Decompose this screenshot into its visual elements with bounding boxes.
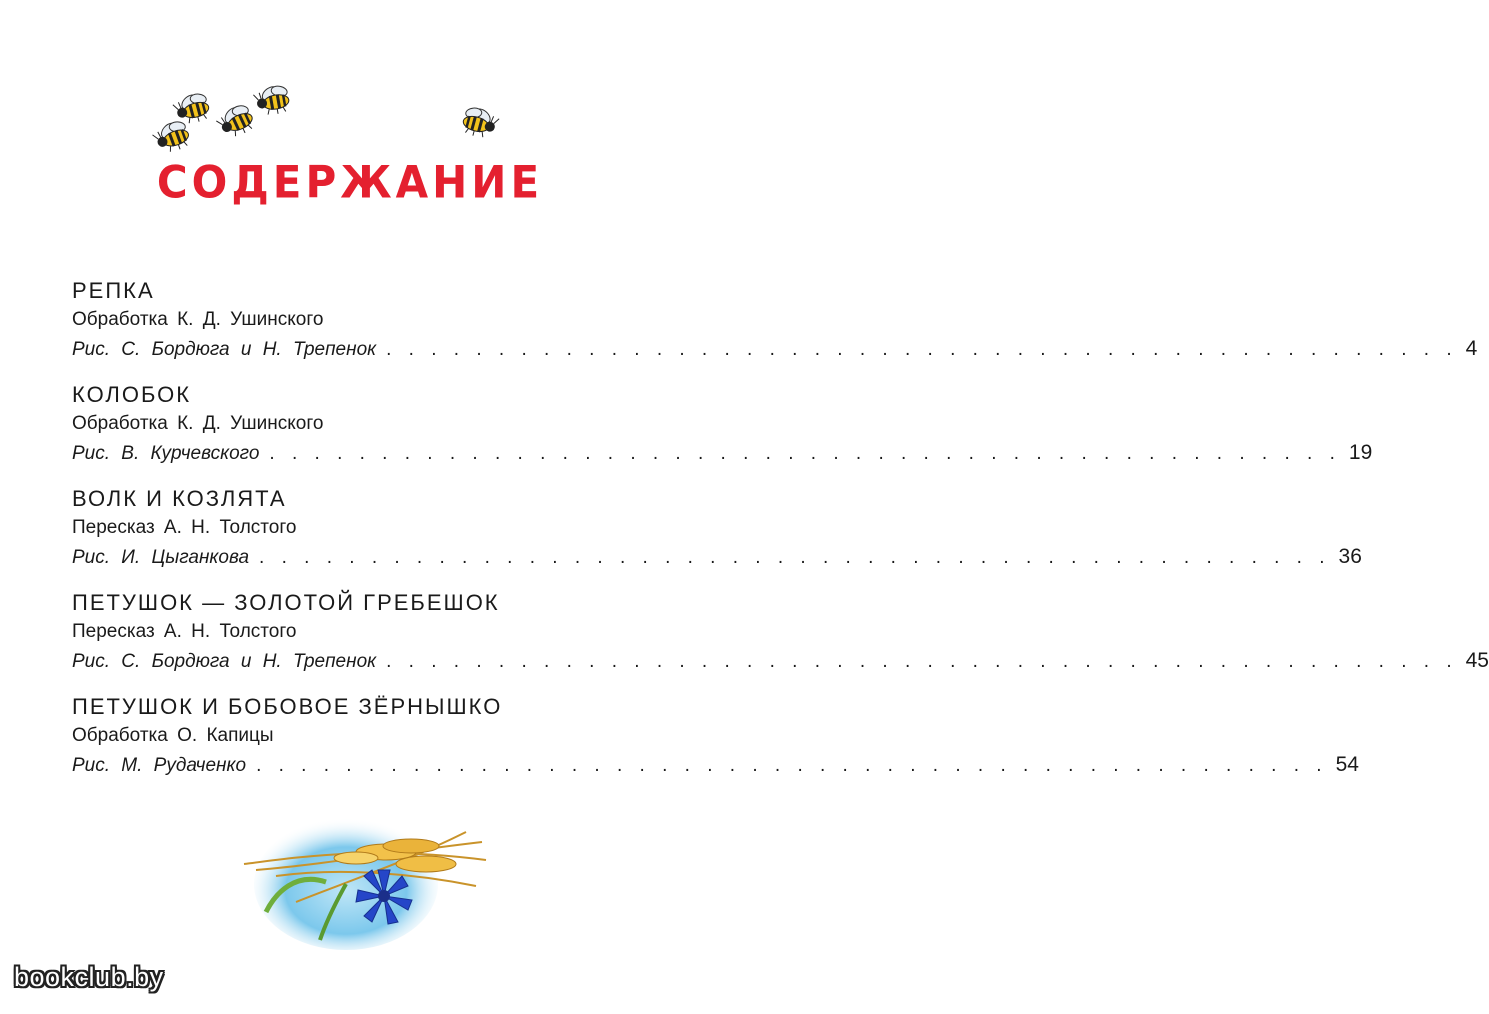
page-number: 54: [1335, 753, 1359, 776]
page-number: 36: [1338, 545, 1362, 568]
story-title: КОЛОБОК: [72, 382, 192, 407]
toc-entry: [72, 484, 1362, 572]
toc-entry: [72, 588, 1489, 676]
page-number: 19: [1348, 441, 1373, 464]
story-illustrators-line: [72, 542, 1362, 572]
story-adaptation: Обработка О. Капицы: [72, 725, 274, 746]
story-illustrators: Рис. М. Рудаченко: [72, 755, 247, 776]
watermark: bookclub.by: [14, 962, 164, 992]
page-title: СОДЕРЖАНИЕ: [156, 156, 544, 209]
story-illustrators: Рис. В. Курчевского: [72, 443, 260, 464]
story-illustrators: Рис. И. Цыганкова: [72, 547, 250, 568]
bee-icon: [213, 99, 258, 141]
dot-leader: . . . . . . . . . . . . . . . . . . . . . . . . . . . . . . . . . . . . . . . . . . . . . . . .: [386, 339, 1458, 360]
story-title: ВОЛК И КОЗЛЯТА: [72, 486, 287, 511]
dot-leader: . . . . . . . . . . . . . . . . . . . . . . . . . . . . . . . . . . . . . . . . . . . . . . . .: [269, 443, 1341, 464]
bees-illustration: [0, 0, 700, 170]
story-adaptation: Пересказ А. Н. Толстого: [72, 621, 297, 642]
story-adaptation: Обработка К. Д. Ушинского: [72, 309, 324, 330]
table-of-contents: [72, 276, 1489, 796]
bee-icon: [252, 82, 292, 118]
story-illustrators-line: [72, 334, 1478, 364]
toc-entry: [72, 692, 1359, 780]
dot-leader: . . . . . . . . . . . . . . . . . . . . . . . . . . . . . . . . . . . . . . . . . . . . . . . .: [386, 651, 1458, 672]
wheat-cornflower-illustration: [236, 812, 498, 960]
story-title: ПЕТУШОК И БОБОВОЕ ЗЁРНЫШКО: [72, 694, 503, 719]
page-number: 45: [1465, 649, 1489, 672]
story-title: ПЕТУШОК — ЗОЛОТОЙ ГРЕБЕШОК: [72, 590, 500, 615]
story-illustrators-line: [72, 438, 1373, 468]
bee-icon: [459, 103, 501, 141]
story-illustrators: Рис. С. Бордюга и Н. Трепенок: [72, 651, 377, 672]
story-illustrators-line: [72, 750, 1359, 780]
toc-entry: [72, 380, 1373, 468]
dot-leader: . . . . . . . . . . . . . . . . . . . . . . . . . . . . . . . . . . . . . . . . . . . . . . . .: [256, 755, 1328, 776]
story-title: РЕПКА: [72, 278, 155, 303]
dot-leader: . . . . . . . . . . . . . . . . . . . . . . . . . . . . . . . . . . . . . . . . . . . . . . . .: [259, 547, 1331, 568]
bee-icon: [150, 116, 193, 156]
story-adaptation: Пересказ А. Н. Толстого: [72, 517, 297, 538]
page-number: 4: [1465, 337, 1478, 360]
bee-icon: [171, 89, 213, 127]
story-adaptation: Обработка К. Д. Ушинского: [72, 413, 324, 434]
story-illustrators-line: [72, 646, 1489, 676]
toc-entry: [72, 276, 1478, 364]
story-illustrators: Рис. С. Бордюга и Н. Трепенок: [72, 339, 377, 360]
